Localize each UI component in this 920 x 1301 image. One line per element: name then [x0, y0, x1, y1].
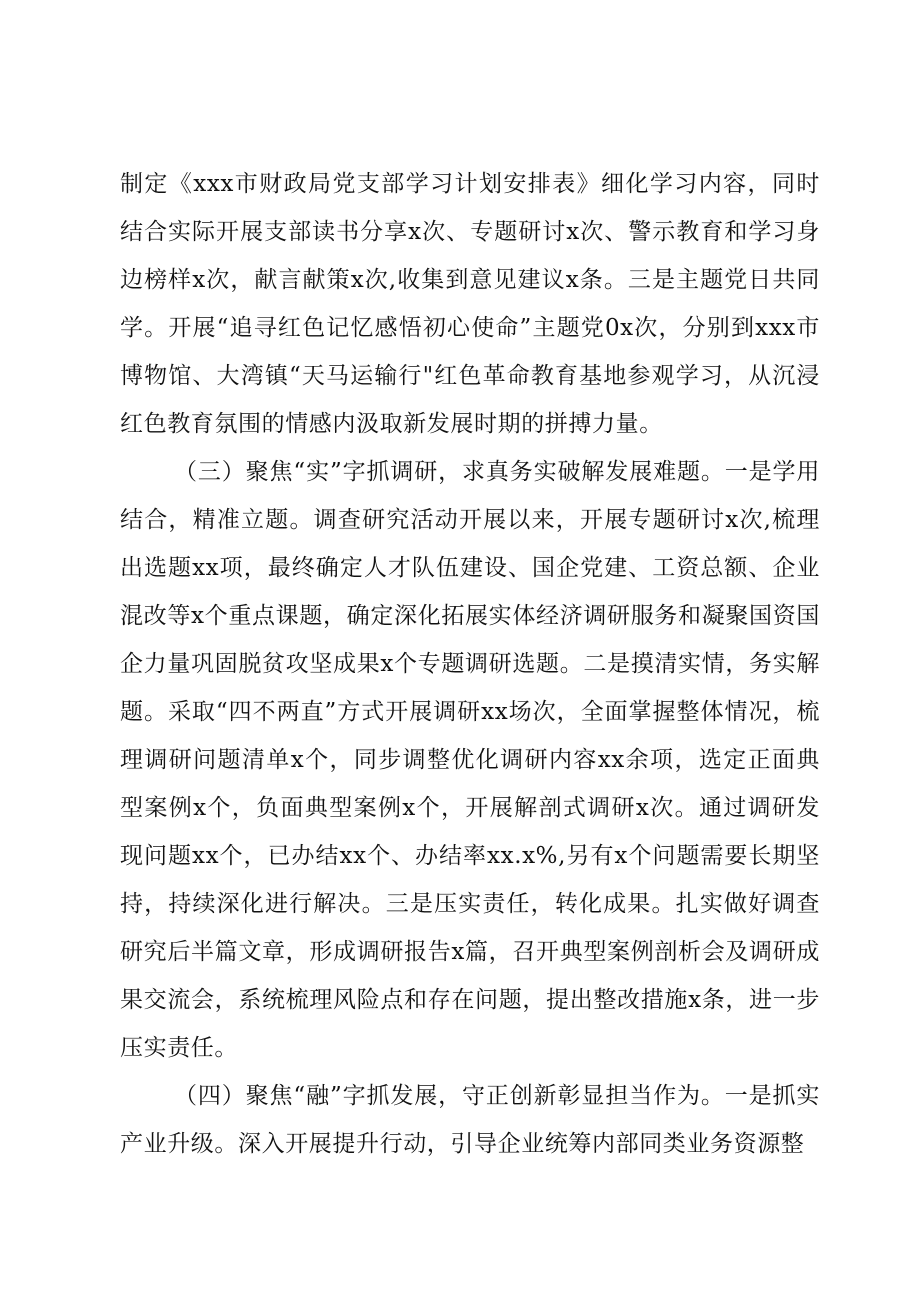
document-body	[120, 160, 820, 1168]
paragraph-section-3: （三）聚焦“实”字抓调研，求真务实破解发展难题。一是学用结合，精准立题。调查研究活动开展以来，开展专题研讨x次,梳理出选题xx项，最终确定人才队伍建设、国企党建、工资总额、企业混改等x个重点课题，确定深化拓展实体经济调研服务和凝聚国资国企力量巩固脱贫攻坚成果x个专题调研选题。二是摸清实情，务实解题。采取“四不两直”方式开展调研xx场次，全面掌握整体情况，梳理调研问题清单x个，同步调整优化调研内容xx余项，选定正面典型案例x个，负面典型案例x个，开展解剖式调研x次。通过调研发现问题xx个，已办结xx个、办结率xx.x%,另有x个问题需要长期坚持，持续深化进行解决。三是压实责任，转化成果。扎实做好调查研究后半篇文章，形成调研报告x篇，召开典型案例剖析会及调研成果交流会，系统梳理风险点和存在问题，提出整改措施x条，进一步压实责任。	[120, 459, 820, 1061]
paragraph-section-4: （四）聚焦“融”字抓发展，守正创新彰显担当作为。一是抓实产业升级。深入开展提升行动，引导企业统筹内部同类业务资源整	[120, 1083, 820, 1157]
paragraph-continuation: 制定《xxx市财政局党支部学习计划安排表》细化学习内容，同时结合实际开展支部读书分享x次、专题研讨x次、警示教育和学习身边榜样x次，献言献策x次,收集到意见建议x条。三是主题党日共同学。开展“追寻红色记忆感悟初心使命”主题党0x次，分别到xxx市博物馆、大湾镇“天马运输行"红色革命教育基地参观学习，从沉浸红色教育氛围的情感内汲取新发展时期的拼搏力量。	[120, 171, 820, 437]
